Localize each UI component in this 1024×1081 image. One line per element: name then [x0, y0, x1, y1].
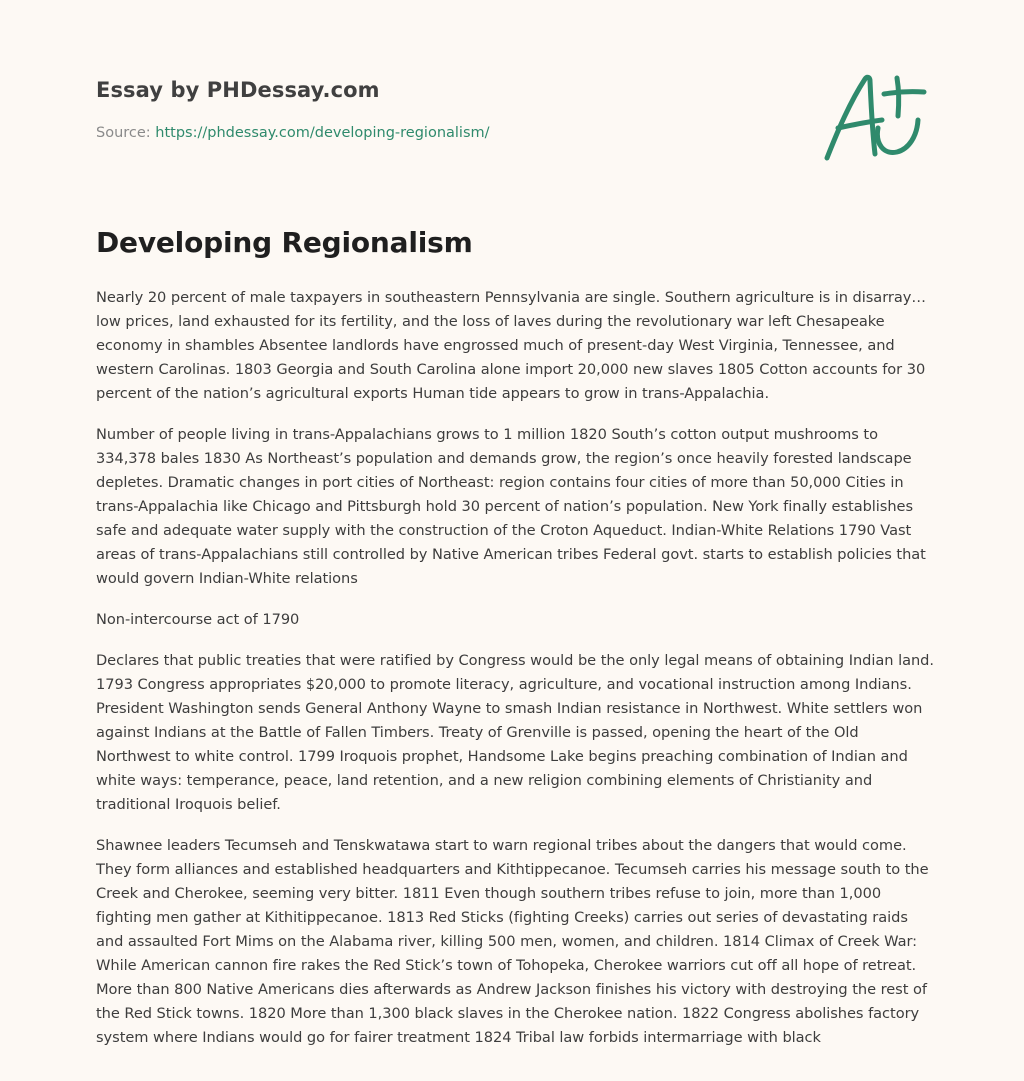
article-paragraph: Number of people living in trans-Appalachians grows to 1 million 1820 South’s cotton output mushrooms to 334,378 bales 1830 As Northeast’s population and demands grow, the region’s once heavily forested landscape depletes. Dramatic changes in port cities of Northeast: region contains four cities of more than 50,000 Cities in trans-Appalachia like Chicago and Pittsburgh hold 30 percent of nation’s population. New York finally establishes safe and adequate water supply with the construction of the Croton Aqueduct. Indian-White Relations 1790 Vast areas of trans-Appalachians still controlled by Native American tribes Federal govt. starts to establish policies that would govern Indian-White relations — [96, 426, 926, 587]
site-brand: Essay by PHDessay.com — [96, 78, 380, 102]
article-body — [96, 286, 936, 1067]
a-plus-icon — [818, 68, 930, 164]
article-paragraph: Non-intercourse act of 1790 — [96, 611, 300, 628]
article-paragraph: Shawnee leaders Tecumseh and Tenskwatawa start to warn regional tribes about the dangers that would come. They form alliances and established headquarters and Kithtippecanoe. Tecumseh carries his message south to the Creek and Cherokee, seeming very bitter. 1811 Even though southern tribes refuse to join, more than 1,000 fighting men gather at Kithitippecanoe. 1813 Red Sticks (fighting Creeks) carries out series of devastating raids and assaulted Fort Mims on the Alabama river, killing 500 men, women, and children. 1814 Climax of Creek War: While American cannon fire rakes the Red Stick’s town of Tohopeka, Cherokee warriors cut off all hope of retreat. More than 800 Native Americans dies afterwards as Andrew Jackson finishes his victory with destroying the rest of the Red Stick towns. 1820 More than 1,300 black slaves in the Cherokee nation. 1822 Congress abolishes factory system where Indians would go for fairer treatment 1824 Tribal law forbids intermarriage with black — [96, 837, 929, 1046]
source-line — [96, 125, 490, 141]
article-title: Developing Regionalism — [96, 226, 473, 259]
article-paragraph: Declares that public treaties that were ratified by Congress would be the only legal means of obtaining Indian land. 1793 Congress appropriates $20,000 to promote literacy, agriculture, and vocational instruction among Indians. President Washington sends General Anthony Wayne to smash Indian resistance in Northwest. White settlers won against Indians at the Battle of Fallen Timbers. Treaty of Grenville is passed, opening the heart of the Old Northwest to white control. 1799 Iroquois prophet, Handsome Lake begins preaching combination of Indian and white ways: temperance, peace, land retention, and a new religion combining elements of Christianity and traditional Iroquois belief. — [96, 652, 934, 813]
article-paragraph: Nearly 20 percent of male taxpayers in southeastern Pennsylvania are single. Southern agriculture is in disarray… low prices, land exhausted for its fertility, and the loss of laves during the revolutionary war left Chesapeake economy in shambles Absentee landlords have engrossed much of present-day West Virginia, Tennessee, and western Carolinas. 1803 Georgia and South Carolina alone import 20,000 new slaves 1805 Cotton accounts for 30 percent of the nation’s agricultural exports Human tide appears to grow in trans-Appalachia. — [96, 289, 926, 402]
source-link[interactable]: https://phdessay.com/developing-regionalism/ — [155, 125, 490, 141]
source-label: Source: — [96, 125, 151, 141]
